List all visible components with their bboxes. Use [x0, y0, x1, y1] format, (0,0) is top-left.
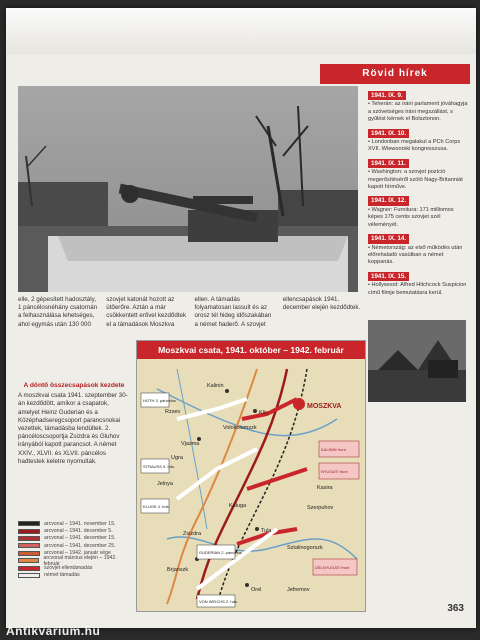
sidebar-date: 1941. IX. 12.: [368, 196, 409, 205]
sidebar-photo: [368, 320, 466, 402]
svg-text:GUDERIAN 2. páncélos: GUDERIAN 2. páncélos: [199, 550, 242, 555]
legend-swatch: [18, 529, 40, 534]
klin-dot: [253, 409, 257, 413]
label-volokolamszk: Volokolamszk: [223, 425, 257, 431]
label-vjazma: Vjazma: [181, 441, 200, 447]
legend-swatch: [18, 566, 40, 571]
front-box-sw: [313, 559, 357, 575]
map-graphic: [137, 359, 365, 611]
page-top-margin: [6, 8, 476, 54]
header-tab: Rövid hírek: [320, 64, 470, 84]
tula-dot: [255, 527, 259, 531]
sidebar-entry-text: • Londonban megalakul a PCh Corps XVII. Wiewoorski kongresszusa.: [368, 139, 461, 153]
label-szerpuhov: Szerpuhov: [307, 505, 334, 511]
orel-dot: [245, 583, 249, 587]
svg-text:STRAUSS 9. hds.: STRAUSS 9. hds.: [143, 464, 176, 469]
left-body-text: A moszkvai csata 1941. szeptember 30-án kezdődött, amikor a csapatok, amelyet Heinz Guderian és a Középhadseregcsoport parancsnokai vezettek, támadásba lendültek. 2. páncéloscsoportja Zsizdra és Gluhov irányából kapott parancsot. A német XXIV., XLVII. és XLVII. páncélos hadtestek keletre nyomultak.: [18, 392, 128, 465]
kalinin-dot: [225, 389, 229, 393]
label-kalinin: Kalinin: [207, 383, 224, 389]
map-title: Moszkvai csata, 1941. október – 1942. február: [137, 341, 365, 359]
label-orel: Orel: [251, 587, 262, 593]
legend-swatch: [18, 558, 39, 563]
sidebar-date: 1941. IX. 14.: [368, 234, 409, 243]
page-number: 363: [447, 603, 464, 614]
label-rzsev: Rzsev: [165, 409, 181, 415]
svg-text:KALININ front: KALININ front: [321, 447, 346, 452]
legend-label: arcvonal – 1942. január vége: [44, 550, 111, 557]
sidebar-entry-text: • Washington: a szovjet pozíció megerősítéséről szóló Nagy-Britanniát kapott hírműve.: [368, 169, 463, 191]
sidebar-date: 1941. IX. 9.: [368, 91, 406, 100]
map-legend: [18, 520, 132, 579]
label-moscow: MOSZKVA: [307, 403, 342, 410]
label-kasira: Kasira: [317, 485, 333, 491]
moscow-marker: [293, 398, 305, 410]
legend-swatch: [18, 551, 40, 556]
svg-text:HOTH 3. páncélos: HOTH 3. páncélos: [143, 398, 176, 403]
label-jefremov: Jefremov: [287, 587, 310, 593]
watermark: Antikvarium.hu: [6, 624, 101, 638]
svg-text:DÉLNYUGATI front: DÉLNYUGATI front: [315, 565, 350, 570]
sidebar-date: 1941. IX. 10.: [368, 129, 409, 138]
legend-row: [18, 542, 132, 549]
front-box-kalinin: [319, 441, 359, 457]
legend-label: arcvonal – 1941. december 25.: [44, 542, 116, 549]
legend-label: arcvonal március elején – 1942. február: [43, 554, 117, 567]
unit-box-weichs: [197, 595, 238, 607]
label-ugra: Ugra: [171, 455, 183, 461]
unit-box-kluge: [141, 499, 170, 513]
legend-row: [18, 520, 132, 527]
label-jelnya: Jelnya: [157, 481, 173, 487]
label-kaluga: Kaluga: [229, 503, 247, 509]
legend-label: szovjet ellentámadás: [44, 565, 93, 572]
legend-swatch: [18, 543, 40, 548]
svg-text:VON WEICHS 2. hds.: VON WEICHS 2. hds.: [199, 599, 238, 604]
sidebar-entry-text: • Wagner: Furnitura: 171 milliomos képes 175 centis szovjet szél véleményét.: [368, 206, 454, 228]
sidebar-date: 1941. IX. 11.: [368, 159, 409, 168]
svg-text:NYUGATI front: NYUGATI front: [321, 469, 348, 474]
sidebar-date: 1941. IX. 15.: [368, 272, 409, 281]
label-brjanszk: Brjanszk: [167, 567, 189, 573]
legend-label: arcvonal – 1941. december 15.: [44, 535, 116, 542]
sidebar-entry-text: • Hollywood: Alfred Hitchcock Suspicion című filmje bemutatásra kerül.: [368, 282, 467, 296]
sidebar-entry-text: • Teherán: az iráni parlament jóváhagyja a szövetséges iráni megszállást, s gyűlést kérnek el Bolsztonon.: [368, 101, 468, 123]
svg-text:KLUGE 4. hds.: KLUGE 4. hds.: [143, 504, 170, 509]
legend-row: [18, 572, 132, 579]
sidebar-entry-text: • Németország: az első működés után előrehaladó vasútban a német koppanás.: [368, 244, 463, 266]
label-zsizdra: Zsizdra: [183, 531, 202, 537]
legend-row: [18, 535, 132, 542]
article-text-columns: elle, 2 gépesített hadosztály, 1 páncélosnéhány csatornán a felhasználása lehetséges, ahol egymás után 130 000 szovjet katonát hozott az ütőerőre. Aztán a már csökkentett erővel kezdődtek el a támadások Moszkva ellen. A támadás folyamatosan lassult és az orosz tél hideg időszakában a német haderő. A szovjet ellencsapások 1941. december elején kezdődtek.: [18, 296, 361, 328]
legend-label: arcvonal – 1941. december 5.: [44, 528, 113, 535]
legend-swatch: [18, 536, 40, 541]
label-sztalinogorszk: Sztalinogorszk: [287, 545, 323, 551]
battle-map: [136, 340, 366, 612]
main-photo-artillery: [18, 86, 358, 292]
legend-row: [18, 527, 132, 534]
left-text-column: [18, 340, 130, 466]
legend-swatch: [18, 573, 40, 578]
front-box-west: [319, 463, 359, 479]
artillery-photo-image: [18, 86, 358, 292]
unit-box-guderian: [197, 545, 242, 559]
legend-swatch: [18, 521, 40, 526]
legend-row: [18, 554, 132, 567]
news-sidebar: [368, 88, 468, 299]
legend-label: német támadás: [44, 572, 80, 579]
book-page: [6, 8, 476, 628]
legend-label: arcvonal – 1941. november 15.: [44, 520, 116, 527]
label-tula: Tula: [261, 528, 272, 534]
label-klin: Klin: [259, 410, 269, 416]
section-heading: A döntő összecsapások kezdete: [23, 382, 125, 389]
sidebar-photo-image: [368, 320, 466, 402]
